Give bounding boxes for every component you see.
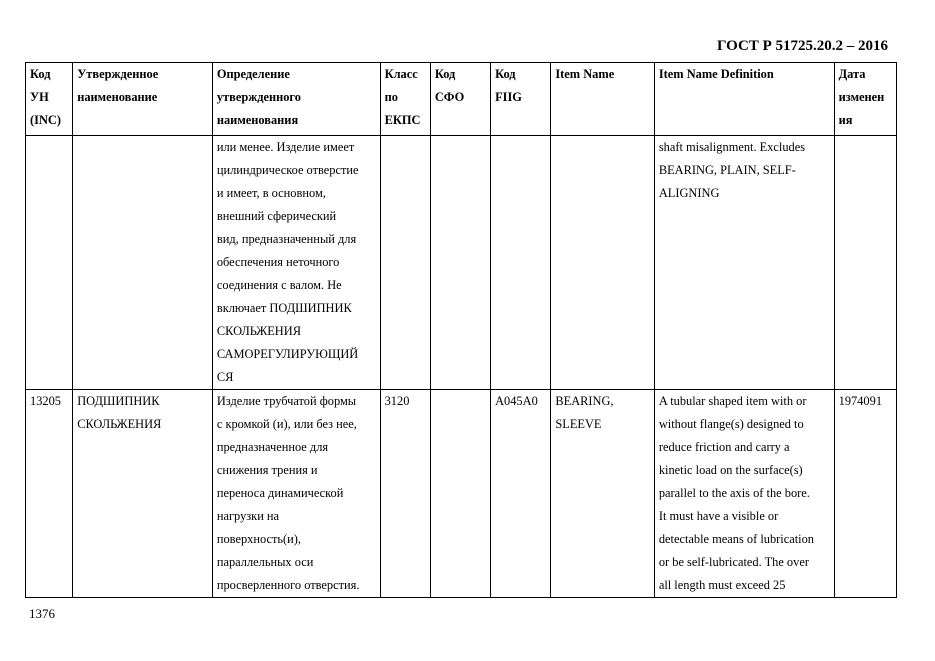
text-line: параллельных оси <box>216 555 314 569</box>
text-line: SLEEVE <box>555 417 602 431</box>
text-line: с кромкой (и), или без нее, <box>216 417 357 431</box>
text-line: all length must exceed 25 <box>658 578 786 592</box>
header-definition <box>212 63 380 136</box>
cell-item-name-definition <box>654 390 834 598</box>
table-header-row <box>26 63 897 136</box>
text-line: 3120 <box>384 394 410 408</box>
cell-sfo-code <box>430 390 490 598</box>
text-line: parallel to the axis of the bore. <box>658 486 810 500</box>
header-line: утвержденного <box>216 90 301 104</box>
cell-inc <box>26 136 73 390</box>
text-line: Изделие трубчатой формы <box>216 394 357 408</box>
text-line: BEARING, PLAIN, SELF- <box>658 163 796 177</box>
text-line: shaft misalignment. Excludes <box>658 140 806 154</box>
catalog-table <box>25 62 897 598</box>
cell-item-name-definition <box>654 136 834 390</box>
cell-fiig-code <box>491 136 551 390</box>
header-line: Код <box>495 67 516 81</box>
text-line: detectable means of lubrication <box>658 532 814 546</box>
header-line: наименования <box>216 113 299 127</box>
cell-ekps-class <box>380 390 430 598</box>
text-line: или менее. Изделие имеет <box>216 140 355 154</box>
cell-approved-name <box>73 136 213 390</box>
text-line: вид, предназначенный для <box>216 232 357 246</box>
text-line: цилиндрическое отверстие <box>216 163 359 177</box>
text-line: reduce friction and carry a <box>658 440 790 454</box>
document-header-title: ГОСТ Р 51725.20.2 – 2016 <box>716 38 888 54</box>
text-line: поверхность(и), <box>216 532 302 546</box>
header-inc <box>26 63 73 136</box>
text-line: BEARING, <box>555 394 614 408</box>
cell-definition <box>212 136 380 390</box>
text-line: нагрузки на <box>216 509 280 523</box>
page-number: 1376 <box>29 606 55 621</box>
header-sfo-code <box>430 63 490 136</box>
header-line: наименование <box>77 90 158 104</box>
header-line: (INC) <box>30 113 61 127</box>
header-change-date <box>834 63 896 136</box>
text-line: внешний сферический <box>216 209 337 223</box>
text-line: kinetic load on the surface(s) <box>658 463 803 477</box>
text-line: снижения трения и <box>216 463 318 477</box>
cell-fiig-code <box>491 390 551 598</box>
table-row <box>26 390 897 598</box>
header-line: УН <box>30 90 49 104</box>
text-line: It must have a visible or <box>658 509 779 523</box>
cell-item-name <box>551 136 654 390</box>
text-line: переноса динамической <box>216 486 344 500</box>
header-fiig-code <box>491 63 551 136</box>
cell-definition <box>212 390 380 598</box>
text-line: A045A0 <box>495 394 538 408</box>
text-line: соединения с валом. Не <box>216 278 342 292</box>
text-line: A tubular shaped item with or <box>658 394 807 408</box>
text-line: СЯ <box>216 370 234 384</box>
cell-ekps-class <box>380 136 430 390</box>
header-line: СФО <box>434 90 465 104</box>
text-line: СКОЛЬЖЕНИЯ <box>77 417 162 431</box>
text-line: предназначенное для <box>216 440 329 454</box>
header-line: Item Name <box>555 67 615 81</box>
text-line: обеспечения неточного <box>216 255 340 269</box>
header-item-name <box>551 63 654 136</box>
header-line: Код <box>30 67 51 81</box>
cell-sfo-code <box>430 136 490 390</box>
text-line: и имеет, в основном, <box>216 186 326 200</box>
header-line: Дата <box>838 67 866 81</box>
cell-item-name <box>551 390 654 598</box>
header-line: по <box>384 90 398 104</box>
header-line: ЕКПС <box>384 113 421 127</box>
text-line: without flange(s) designed to <box>658 417 804 431</box>
header-line: изменен <box>838 90 885 104</box>
header-line: Класс <box>384 67 418 81</box>
text-line: 1974091 <box>838 394 883 408</box>
cell-change-date <box>834 390 896 598</box>
text-line: 13205 <box>30 394 61 408</box>
header-line: Утвержденное <box>77 67 159 81</box>
cell-inc <box>26 390 73 598</box>
header-approved-name <box>73 63 213 136</box>
header-line: FIIG <box>495 90 522 104</box>
text-line: ALIGNING <box>658 186 720 200</box>
text-line: включает ПОДШИПНИК <box>216 301 352 315</box>
cell-change-date <box>834 136 896 390</box>
text-line: СКОЛЬЖЕНИЯ <box>216 324 301 338</box>
cell-approved-name <box>73 390 213 598</box>
text-line: or be self-lubricated. The over <box>658 555 809 569</box>
header-line: Код <box>434 67 456 81</box>
table-row <box>26 136 897 390</box>
text-line: просверленного отверстия. <box>216 578 360 592</box>
header-line: Item Name Definition <box>658 67 774 81</box>
header-line: Определение <box>216 67 290 81</box>
header-ekps-class <box>380 63 430 136</box>
header-item-name-definition <box>654 63 834 136</box>
text-line: ПОДШИПНИК <box>77 394 160 408</box>
text-line: САМОРЕГУЛИРУЮЩИЙ <box>216 347 359 361</box>
header-line: ия <box>838 113 853 127</box>
